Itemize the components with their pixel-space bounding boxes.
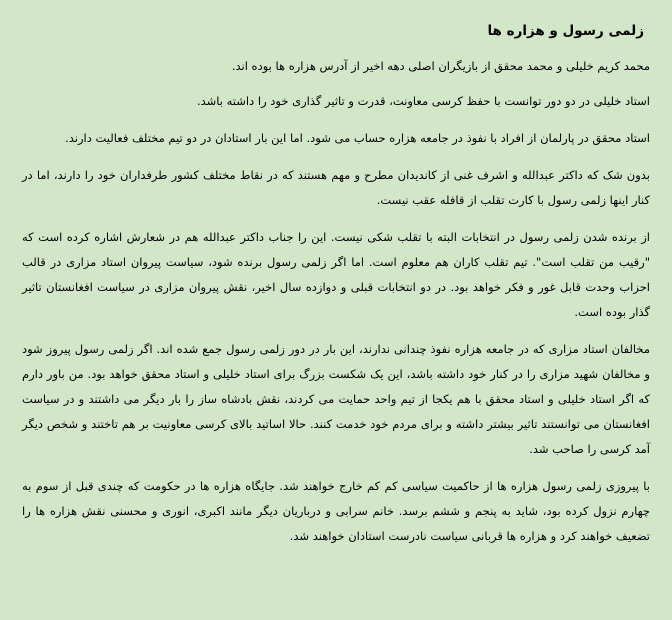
paragraph-5: از برنده شدن زلمی رسول در انتخابات البته با تقلب شکی نیست. این را جناب داکتر عبدالله هم در شعارش اشاره کرده است که "رقیب من تقلب است". تیم تقلب کاران هم معلوم است. اما اگر زلمی رسول برنده شود، سیاست پیروان استاد مزاری در قالب احزاب وحدت قابل غور و فکر خواهد بود. در دو انتخابات قبلی و دوازده سال اخیر، نقش پیروان مزاری در سیاست افغانستان تاثیر گذار بوده است. — [22, 230, 650, 319]
document-title: زلمی رسول و هزاره ها — [487, 23, 644, 39]
paragraph-7: با پیروزی زلمی رسول هزاره ها از حاکمیت سیاسی کم کم خارج خواهند شد. جایگاه هزاره ها در حکومت که چندی قبل از سوم به چهارم نزول کرده بود، شاید به پنجم و ششم برسد. خانم سرابی و درباریان دیگر مانند اکبری، انوری و محسنی نقش هزاره ها را تضعیف خواهند کرد و هزاره ها قربانی سیاست نادرست استادان خواهند شد. — [22, 479, 650, 543]
paragraph-2: استاد خلیلی در دو دور توانست با حفظ کرسی معاونت، قدرت و تاثیر گذاری خود را داشته باشد. — [196, 94, 650, 108]
paragraph-6: مخالفان استاد مزاری که در جامعه هزاره نفوذ چندانی ندارند، این بار در دور زلمی رسول جمع شده اند. اگر زلمی رسول پیروز شود و مخالفان شهید مزاری را در کنار خود داشته باشد، این یک شکست بزرگ برای استاد خلیلی و استاد محقق خواهد بود. من باور دارم که اگر استاد خلیلی و استاد محقق با هم یکجا از تیم واحد حمایت می کردند، نقش بادشاه ساز را بار دیگر می داشتند و در سیاست افغانستان می توانستند تاثیر بیشتر داشته و برای مردم خود خدمت کنند. حالا اساتید بالای کرسی معاونیت بر هم تاختند و شخص دیگر آمد کرسی را صاحب شد. — [22, 342, 650, 456]
paragraph-3: استاد محقق در پارلمان از افراد با نفوذ در جامعه هزاره حساب می شود. اما این بار استادان در دو تیم مختلف فعالیت دارند. — [65, 131, 650, 145]
paragraph-4: بدون شک که داکتر عبدالله و اشرف غنی از کاندیدان مطرح و مهم هستند که در نقاط مختلف کشور طرفداران خود را دارند، اما در کنار اینها زلمی رسول با کارت تقلب از قافله عقب نیست. — [22, 168, 650, 207]
paragraph-1: محمد کریم خلیلی و محمد محقق از بازیگران اصلی دهه اخیر از آدرس هزاره ها بوده اند. — [231, 59, 650, 73]
